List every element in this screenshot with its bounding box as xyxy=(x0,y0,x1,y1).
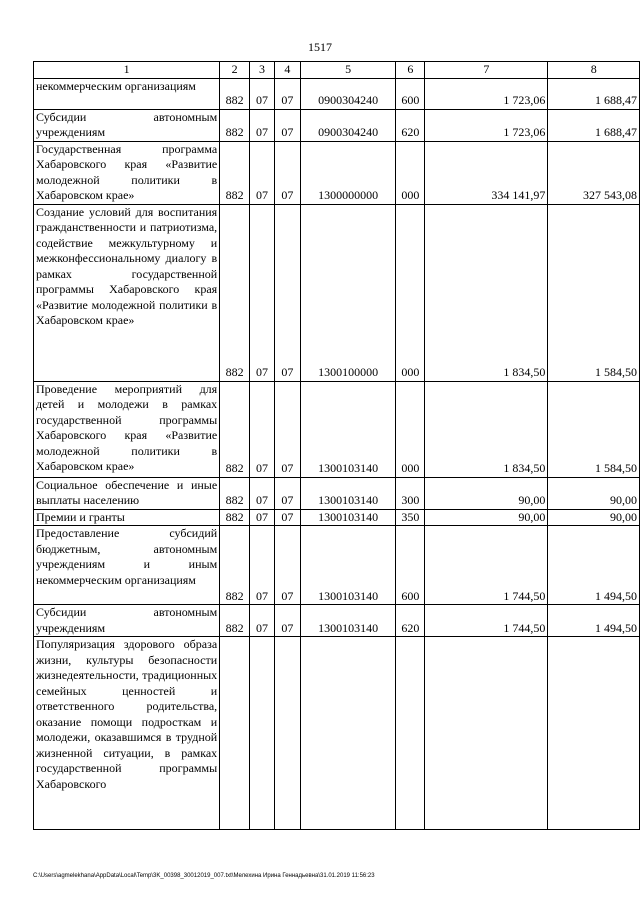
cell-expense-type: 600 xyxy=(396,526,425,605)
table-row xyxy=(34,637,640,830)
cell-amount-2: 1 688,47 xyxy=(548,109,640,141)
row-name: Государственная программа Хабаровского края «Развитие молодежной политики в Хабаровском крае» xyxy=(34,141,220,204)
cell-amount-2: 90,00 xyxy=(548,477,640,509)
cell-expense-type: 350 xyxy=(396,509,425,526)
table-row xyxy=(34,509,640,526)
column-header: 6 xyxy=(396,62,425,79)
table-row xyxy=(34,204,640,381)
cell-expense-type xyxy=(396,637,425,830)
cell-subsection: 07 xyxy=(274,509,300,526)
column-header: 4 xyxy=(274,62,300,79)
cell-subsection: 07 xyxy=(274,109,300,141)
row-name: Популяризация здорового образа жизни, культуры безопасности жизнедеятельности, традиционных семейных ценностей и ответственного родительства, оказание помощи подросткам и молодежи, оказавшимся в трудной жизненной ситуации, в рамках государственной программы Хабаровского xyxy=(34,637,220,830)
cell-ministry: 882 xyxy=(220,509,250,526)
cell-target-article xyxy=(300,637,396,830)
cell-target-article: 0900304240 xyxy=(300,78,396,109)
cell-expense-type: 300 xyxy=(396,477,425,509)
cell-section: 07 xyxy=(250,109,275,141)
file-path-footer: C:\Users\agmelekhana\AppData\Local\Temp\3K_00398_30012019_007.txt\Мелехина Ирина Геннадьевна\31.01.2019 11:56:23 xyxy=(33,873,375,879)
cell-section: 07 xyxy=(250,78,275,109)
column-header: 5 xyxy=(300,62,396,79)
cell-amount-1: 90,00 xyxy=(425,477,548,509)
cell-expense-type: 620 xyxy=(396,605,425,637)
cell-section: 07 xyxy=(250,526,275,605)
cell-amount-1: 1 834,50 xyxy=(425,204,548,381)
row-name: Проведение мероприятий для детей и молодежи в рамках государственной программы Хабаровского края «Развитие молодежной политики в Хабаровском крае» xyxy=(34,381,220,477)
row-name: Создание условий для воспитания гражданственности и патриотизма, содействие межкультурному и межконфессиональному диалогу в рамках государственной программы Хабаровского края «Развитие молодежной политики в Хабаровском крае» xyxy=(34,204,220,381)
cell-amount-2: 1 688,47 xyxy=(548,78,640,109)
row-name: Субсидии автономным учреждениям xyxy=(34,605,220,637)
cell-section: 07 xyxy=(250,381,275,477)
row-name: Субсидии автономным учреждениям xyxy=(34,109,220,141)
cell-amount-2: 327 543,08 xyxy=(548,141,640,204)
cell-amount-1: 1 723,06 xyxy=(425,78,548,109)
cell-target-article: 1300100000 xyxy=(300,204,396,381)
table-row xyxy=(34,109,640,141)
cell-subsection: 07 xyxy=(274,204,300,381)
cell-amount-2: 90,00 xyxy=(548,509,640,526)
cell-expense-type: 000 xyxy=(396,204,425,381)
column-header: 2 xyxy=(220,62,250,79)
row-name: Предоставление субсидий бюджетным, автономным учреждениям и иным некоммерческим организациям xyxy=(34,526,220,605)
cell-amount-1: 1 744,50 xyxy=(425,526,548,605)
cell-expense-type: 620 xyxy=(396,109,425,141)
cell-subsection: 07 xyxy=(274,477,300,509)
cell-amount-1: 1 723,06 xyxy=(425,109,548,141)
cell-ministry: 882 xyxy=(220,109,250,141)
cell-amount-2: 1 584,50 xyxy=(548,381,640,477)
cell-amount-2: 1 584,50 xyxy=(548,204,640,381)
cell-amount-1: 1 834,50 xyxy=(425,381,548,477)
table-row xyxy=(34,141,640,204)
column-header: 3 xyxy=(250,62,275,79)
cell-section: 07 xyxy=(250,605,275,637)
cell-amount-1: 1 744,50 xyxy=(425,605,548,637)
table-row xyxy=(34,605,640,637)
cell-subsection: 07 xyxy=(274,78,300,109)
cell-ministry: 882 xyxy=(220,204,250,381)
cell-ministry: 882 xyxy=(220,526,250,605)
cell-target-article: 1300103140 xyxy=(300,477,396,509)
cell-target-article: 1300103140 xyxy=(300,509,396,526)
cell-section: 07 xyxy=(250,509,275,526)
column-header: 8 xyxy=(548,62,640,79)
cell-section: 07 xyxy=(250,204,275,381)
cell-amount-2: 1 494,50 xyxy=(548,605,640,637)
table-header-row xyxy=(34,62,640,79)
table-row xyxy=(34,477,640,509)
row-name: некоммерческим организациям xyxy=(34,78,220,109)
row-name: Премии и гранты xyxy=(34,509,220,526)
cell-ministry: 882 xyxy=(220,605,250,637)
cell-amount-2 xyxy=(548,637,640,830)
cell-section xyxy=(250,637,275,830)
cell-subsection: 07 xyxy=(274,141,300,204)
budget-table xyxy=(33,61,640,830)
cell-amount-2: 1 494,50 xyxy=(548,526,640,605)
column-header: 1 xyxy=(34,62,220,79)
cell-expense-type: 000 xyxy=(396,141,425,204)
column-header: 7 xyxy=(425,62,548,79)
cell-ministry: 882 xyxy=(220,78,250,109)
cell-expense-type: 600 xyxy=(396,78,425,109)
cell-target-article: 1300103140 xyxy=(300,605,396,637)
cell-ministry: 882 xyxy=(220,381,250,477)
cell-expense-type: 000 xyxy=(396,381,425,477)
cell-subsection: 07 xyxy=(274,526,300,605)
table-row xyxy=(34,78,640,109)
cell-section: 07 xyxy=(250,477,275,509)
cell-amount-1: 90,00 xyxy=(425,509,548,526)
cell-section: 07 xyxy=(250,141,275,204)
cell-subsection: 07 xyxy=(274,605,300,637)
table-row xyxy=(34,381,640,477)
cell-ministry xyxy=(220,637,250,830)
cell-ministry: 882 xyxy=(220,477,250,509)
cell-amount-1: 334 141,97 xyxy=(425,141,548,204)
cell-target-article: 0900304240 xyxy=(300,109,396,141)
cell-subsection: 07 xyxy=(274,381,300,477)
cell-amount-1 xyxy=(425,637,548,830)
page-number: 1517 xyxy=(308,40,332,54)
cell-target-article: 1300103140 xyxy=(300,526,396,605)
cell-target-article: 1300103140 xyxy=(300,381,396,477)
table-row xyxy=(34,526,640,605)
cell-target-article: 1300000000 xyxy=(300,141,396,204)
cell-subsection xyxy=(274,637,300,830)
cell-ministry: 882 xyxy=(220,141,250,204)
row-name: Социальное обеспечение и иные выплаты населению xyxy=(34,477,220,509)
